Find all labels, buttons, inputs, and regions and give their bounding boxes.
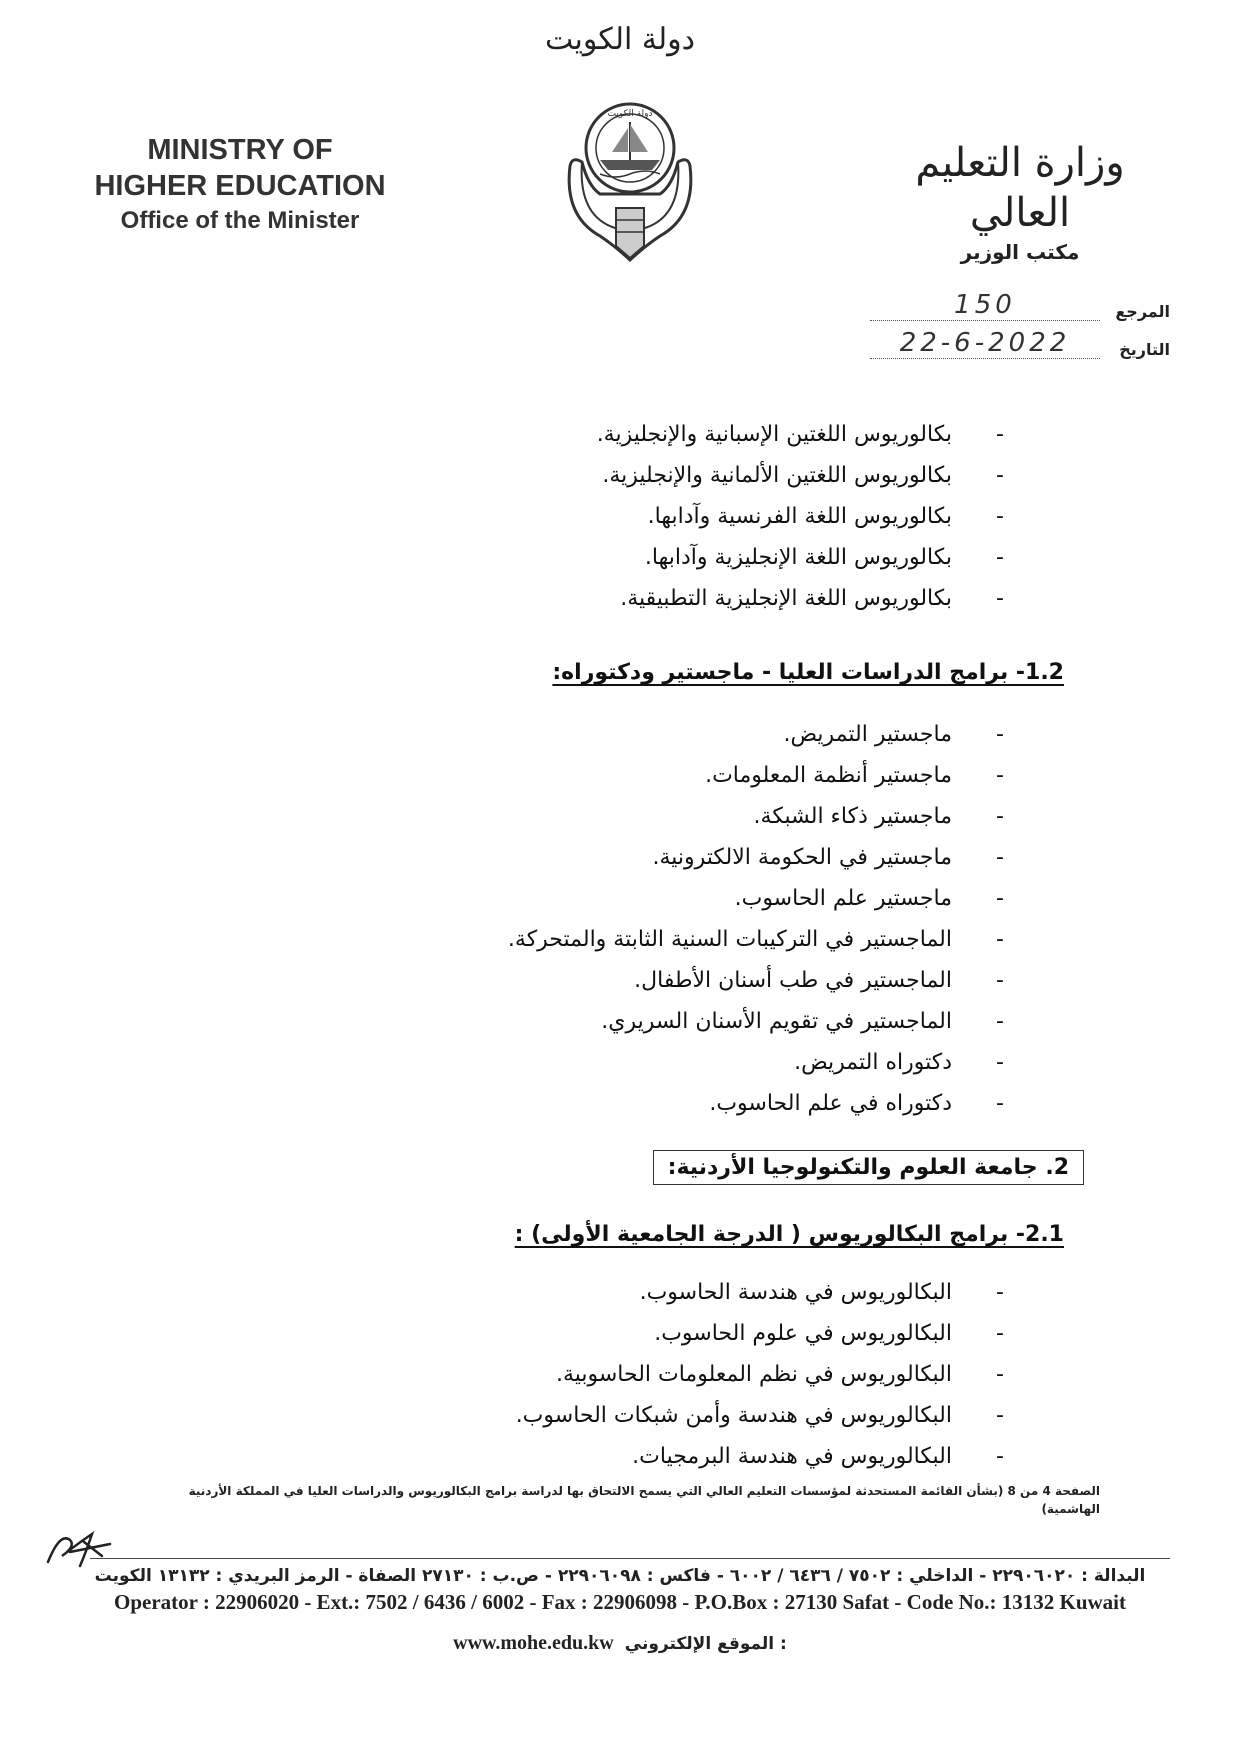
reference-label: المرجع xyxy=(1115,302,1170,321)
list-item: - البكالوريوس في هندسة البرمجيات. xyxy=(516,1436,1004,1477)
bachelor-languages-list xyxy=(597,414,1004,619)
page-note: الصفحة 4 من 8 (بشأن القائمة المستحدثة لمؤسسات التعليم العالي التي يسمح الالتحاق بها لدراسة برامج البكالوريوس والدراسات العليا في المملكة الأردنية الهاشمية) xyxy=(188,1484,1100,1516)
list-item: - ماجستير ذكاء الشبكة. xyxy=(508,796,1004,837)
footer-divider xyxy=(90,1558,1170,1559)
list-item: - ماجستير أنظمة المعلومات. xyxy=(508,755,1004,796)
website-link[interactable]: www.mohe.edu.kw xyxy=(453,1632,614,1654)
postgraduate-list xyxy=(508,714,1004,1124)
list-item: - ماجستير علم الحاسوب. xyxy=(508,878,1004,919)
date-label: التاريخ xyxy=(1119,340,1170,359)
list-item: - الماجستير في طب أسنان الأطفال. xyxy=(508,960,1004,1001)
list-item: - الماجستير في التركيبات السنية الثابتة والمتحركة. xyxy=(508,919,1004,960)
list-item: - ماجستير في الحكومة الالكترونية. xyxy=(508,837,1004,878)
list-item: - بكالوريوس اللغة الفرنسية وآدابها. xyxy=(597,496,1004,537)
section-2-1-heading: 2.1- برامج البكالوريوس ( الدرجة الجامعية الأولى) : xyxy=(514,1222,1064,1247)
list-item: - ماجستير التمريض. xyxy=(508,714,1004,755)
list-item: - البكالوريوس في هندسة وأمن شبكات الحاسوب. xyxy=(516,1395,1004,1436)
section-1-2-heading: 1.2- برامج الدراسات العليا - ماجستير ودكتوراه: xyxy=(552,660,1064,685)
list-item: - الماجستير في تقويم الأسنان السريري. xyxy=(508,1001,1004,1042)
website-label: : الموقع الإلكتروني xyxy=(624,1634,787,1654)
list-item: - البكالوريوس في هندسة الحاسوب. xyxy=(516,1272,1004,1313)
list-item: - دكتوراه في علم الحاسوب. xyxy=(508,1083,1004,1124)
footer-contact-ar: البدالة : ٢٢٩٠٦٠٢٠ - الداخلي : ٧٥٠٢ / ٦٤٣٦ / ٦٠٠٢ - فاكس : ٢٢٩٠٦٠٩٨ - ص.ب : ٢٧١٣٠ الصفاة - الرمز البريدي : ١٣١٣٢ الكويت xyxy=(94,1566,1146,1586)
emblem-text: دولة الكويت xyxy=(607,109,653,119)
office-ar: مكتب الوزير xyxy=(960,240,1080,264)
signature-icon xyxy=(40,1522,120,1572)
reference-row xyxy=(870,290,1170,321)
bachelor-computing-list xyxy=(516,1272,1004,1477)
section-2-heading: 2. جامعة العلوم والتكنولوجيا الأردنية: xyxy=(653,1150,1084,1185)
list-item: - بكالوريوس اللغة الإنجليزية وآدابها. xyxy=(597,537,1004,578)
date-value: 22-6-2022 xyxy=(870,328,1100,359)
ministry-english-heading xyxy=(70,132,410,238)
list-item: - البكالوريوس في علوم الحاسوب. xyxy=(516,1313,1004,1354)
footer-contact-en: Operator : 22906020 - Ext.: 7502 / 6436 / 6002 - Fax : 22906098 - P.O.Box : 27130 Safat - Code No.: 13132 Kuwait xyxy=(113,1590,1127,1614)
ministry-ar: وزارة التعليم العالي xyxy=(915,140,1125,236)
country-title: دولة الكويت xyxy=(545,22,695,57)
reference-value: 150 xyxy=(870,290,1100,321)
list-item: - بكالوريوس اللغتين الإسبانية والإنجليزية. xyxy=(597,414,1004,455)
ministry-en-line1: MINISTRY OF xyxy=(147,134,333,166)
list-item: - بكالوريوس اللغة الإنجليزية التطبيقية. xyxy=(597,578,1004,619)
ministry-arabic-heading xyxy=(880,138,1160,266)
office-en: Office of the Minister xyxy=(120,207,360,234)
date-row xyxy=(870,328,1170,359)
list-item: - دكتوراه التمريض. xyxy=(508,1042,1004,1083)
footer-website-row xyxy=(0,1632,1240,1655)
ministry-en-line2: HIGHER EDUCATION xyxy=(94,170,386,202)
list-item: - البكالوريوس في نظم المعلومات الحاسوبية. xyxy=(516,1354,1004,1395)
list-item: - بكالوريوس اللغتين الألمانية والإنجليزية. xyxy=(597,455,1004,496)
footer-contact xyxy=(70,1566,1170,1615)
kuwait-emblem-icon xyxy=(560,96,700,262)
